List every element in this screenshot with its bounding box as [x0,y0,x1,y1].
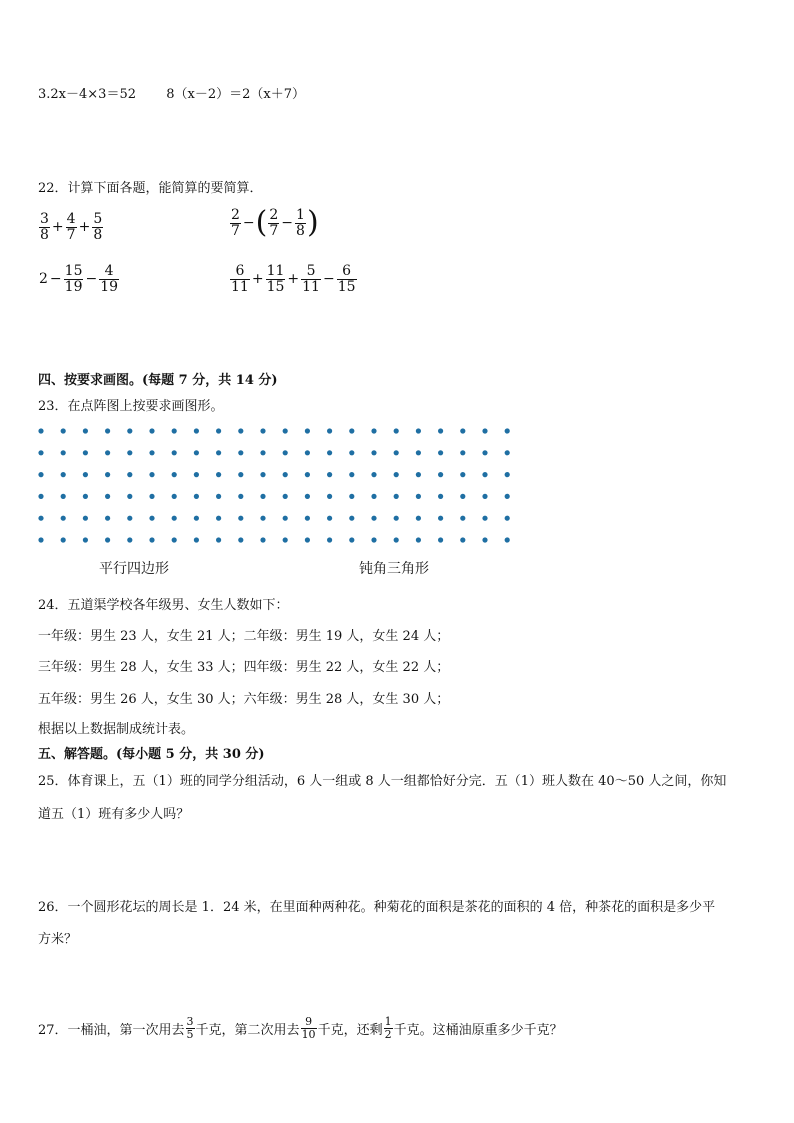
grid-dot [438,494,443,499]
grid-dot [83,537,88,542]
grid-dot [482,494,487,499]
fraction: $\frac{2}{7}$ [231,207,240,239]
grid-dot [260,537,265,542]
grid-dot [216,516,221,521]
grid-dot [194,472,199,477]
fraction: $\frac{4}{19}$ [100,263,119,295]
grid-dot [105,450,110,455]
fraction: $\frac{1}{8}$ [296,207,305,239]
fraction: $\frac{2}{7}$ [269,207,279,239]
grid-dot [61,472,66,477]
grid-dot [438,472,443,477]
grid-dot [283,428,288,433]
grid-dot [371,472,376,477]
grid-dot [371,516,376,521]
grid-dot [283,494,288,499]
grid-dot [327,472,332,477]
grid-dot [38,537,43,542]
grid-dot [61,537,66,542]
q24-line-3: 五年级：男生 26 人，女生 30 人；六年级：男生 28 人，女生 30 人； [38,692,450,707]
grid-dot [371,494,376,499]
grid-dot [105,516,110,521]
grid-dot [305,428,310,433]
q25-line-1: 25．体育课上，五（1）班的同学分组活动，6 人一组或 8 人一组都恰好分完．五（1）班人数在 40～50 人之间，你知 [38,774,727,789]
grid-dot [38,428,43,433]
grid-dot [238,450,243,455]
grid-dot [460,537,465,542]
grid-dot [38,516,43,521]
grid-dot [305,537,310,542]
grid-dot [238,516,243,521]
grid-dot [505,516,510,521]
grid-dot [172,537,177,542]
grid-dot [61,494,66,499]
grid-dot [260,450,265,455]
grid-dot [283,516,288,521]
grid-dot [238,428,243,433]
grid-dot [61,428,66,433]
grid-dot [505,537,510,542]
grid-dot [349,428,354,433]
grid-dot [394,428,399,433]
q27-line: 27．一桶油，第一次用去 $\frac{3}{5}$ 千克，第二次用去 $\frac{9}{10}$ 千克，还剩 $\frac{1}{2}$ 千克。这桶油原重多少千克？ [38,1015,563,1041]
grid-dot [172,428,177,433]
grid-dot [127,472,132,477]
grid-dot [349,450,354,455]
grid-dot [505,494,510,499]
fraction: $\frac{5}{11}$ [302,263,320,295]
grid-dot [38,450,43,455]
grid-dot [127,516,132,521]
fraction: $\frac{15}{19}$ [64,263,83,295]
grid-dot [172,472,177,477]
grid-dot [305,450,310,455]
grid-dot [283,537,288,542]
grid-dot [260,494,265,499]
grid-dot [394,472,399,477]
left-paren: ( [255,205,268,241]
grid-dot [505,450,510,455]
grid-dot [38,494,43,499]
grid-dot [149,450,154,455]
q22-title: 22．计算下面各题，能简算的要简算． [38,181,263,196]
grid-dot [482,428,487,433]
grid-dot [438,537,443,542]
grid-dot [238,494,243,499]
q22-expression-3: 2 − $\frac{15}{19}$ − $\frac{4}{19}$ [39,263,119,295]
grid-dot [394,450,399,455]
section-5-title: 五、解答题。(每小题 5 分，共 30 分) [38,747,265,762]
grid-dot [105,428,110,433]
grid-dot [194,494,199,499]
grid-dot [83,472,88,477]
q22-expression-4: $\frac{6}{11}$ + $\frac{11}{15}$ + $\frac{5}{11}$ − $\frac{6}{15}$ [231,263,356,295]
grid-dot [482,516,487,521]
grid-dot [305,494,310,499]
q22-expression-1: $\frac{3}{8}$ + $\frac{4}{7}$ + $\frac{5}{8}$ [40,211,103,243]
fraction: $\frac{9}{10}$ [301,1015,316,1041]
grid-dot [438,450,443,455]
label-obtuse-triangle: 钝角三角形 [359,561,429,577]
grid-dot [349,537,354,542]
grid-dot [460,428,465,433]
grid-dot [283,472,288,477]
grid-dot [394,494,399,499]
grid-dot [194,428,199,433]
grid-dot [238,472,243,477]
grid-dot [105,537,110,542]
right-paren: ) [306,205,319,241]
grid-dot [172,494,177,499]
equation-line [38,83,305,102]
grid-dot [482,537,487,542]
grid-dot [216,494,221,499]
q24-line-1: 一年级：男生 23 人，女生 21 人；二年级：男生 19 人，女生 24 人； [38,629,450,644]
grid-dot [394,516,399,521]
grid-dot [149,494,154,499]
fraction: $\frac{3}{5}$ [186,1015,194,1041]
grid-dot [416,450,421,455]
label-parallelogram: 平行四边形 [99,561,169,577]
grid-dot [460,494,465,499]
section-4-title: 四、按要求画图。(每题 7 分，共 14 分) [38,373,278,388]
fraction: $\frac{6}{11}$ [231,263,249,295]
grid-dot [327,494,332,499]
grid-dot [327,537,332,542]
grid-dot [260,472,265,477]
q26-line-1: 26．一个圆形花坛的周长是 1．24 米，在里面种两种花。种菊花的面积是茶花的面积的 4 倍，种茶花的面积是多少平 [38,900,716,915]
fraction: $\frac{3}{8}$ [40,211,49,243]
grid-dot [149,472,154,477]
grid-dot [460,450,465,455]
q26-line-2: 方米？ [38,932,78,947]
grid-dot [216,450,221,455]
grid-dot [371,428,376,433]
grid-dot [416,537,421,542]
grid-dot [216,472,221,477]
grid-dot [505,472,510,477]
grid-dot [327,516,332,521]
grid-dot [172,516,177,521]
grid-dot [194,516,199,521]
grid-dot [216,537,221,542]
q24-line-2: 三年级：男生 28 人，女生 33 人；四年级：男生 22 人，女生 22 人； [38,660,450,675]
grid-dot [283,450,288,455]
grid-dot [105,472,110,477]
equation-1: 3.2x－4×3＝52 [38,87,136,102]
grid-dot [438,428,443,433]
q24-line-4: 根据以上数据制成统计表。 [38,722,195,737]
fraction: $\frac{11}{15}$ [266,263,285,295]
grid-dot [127,450,132,455]
grid-dot [438,516,443,521]
dot-grid [30,420,530,550]
grid-dot [305,472,310,477]
grid-dot [349,516,354,521]
q22-expression-2: $\frac{2}{7}$ − ( $\frac{2}{7}$ − $\frac{1}{8}$ ) [231,205,319,241]
grid-dot [327,428,332,433]
grid-dot [371,450,376,455]
q24-title: 24．五道渠学校各年级男、女生人数如下： [38,598,289,613]
grid-dot [416,494,421,499]
grid-dot [127,428,132,433]
grid-dot [194,537,199,542]
grid-dot [327,450,332,455]
grid-dot [38,472,43,477]
grid-dot [149,428,154,433]
grid-dot [349,494,354,499]
grid-dot [238,537,243,542]
grid-dot [149,537,154,542]
grid-dot [216,428,221,433]
grid-dot [305,516,310,521]
grid-dot [394,537,399,542]
grid-dot [505,428,510,433]
grid-dot [194,450,199,455]
grid-dot [149,516,154,521]
grid-dot [371,537,376,542]
fraction: $\frac{5}{8}$ [93,211,103,243]
grid-dot [83,450,88,455]
grid-dot [83,494,88,499]
grid-dot [416,472,421,477]
fraction: $\frac{1}{2}$ [384,1015,392,1041]
grid-dot [460,472,465,477]
grid-dot [349,472,354,477]
q23-title: 23．在点阵图上按要求画图形。 [38,399,224,414]
grid-dot [61,516,66,521]
grid-dot [83,428,88,433]
grid-dot [460,516,465,521]
fraction: $\frac{6}{15}$ [337,263,356,295]
grid-dot [260,516,265,521]
grid-dot [260,428,265,433]
grid-dot [416,428,421,433]
grid-dot [127,537,132,542]
grid-dot [61,450,66,455]
grid-dot [416,516,421,521]
grid-dot [172,450,177,455]
grid-dot [482,472,487,477]
grid-dot [127,494,132,499]
grid-dot [482,450,487,455]
grid-dot [83,516,88,521]
q25-line-2: 道五（1）班有多少人吗？ [38,807,190,822]
equation-2: 8（x－2）＝2（x＋7） [166,87,306,102]
fraction: $\frac{4}{7}$ [66,211,76,243]
grid-dot [105,494,110,499]
